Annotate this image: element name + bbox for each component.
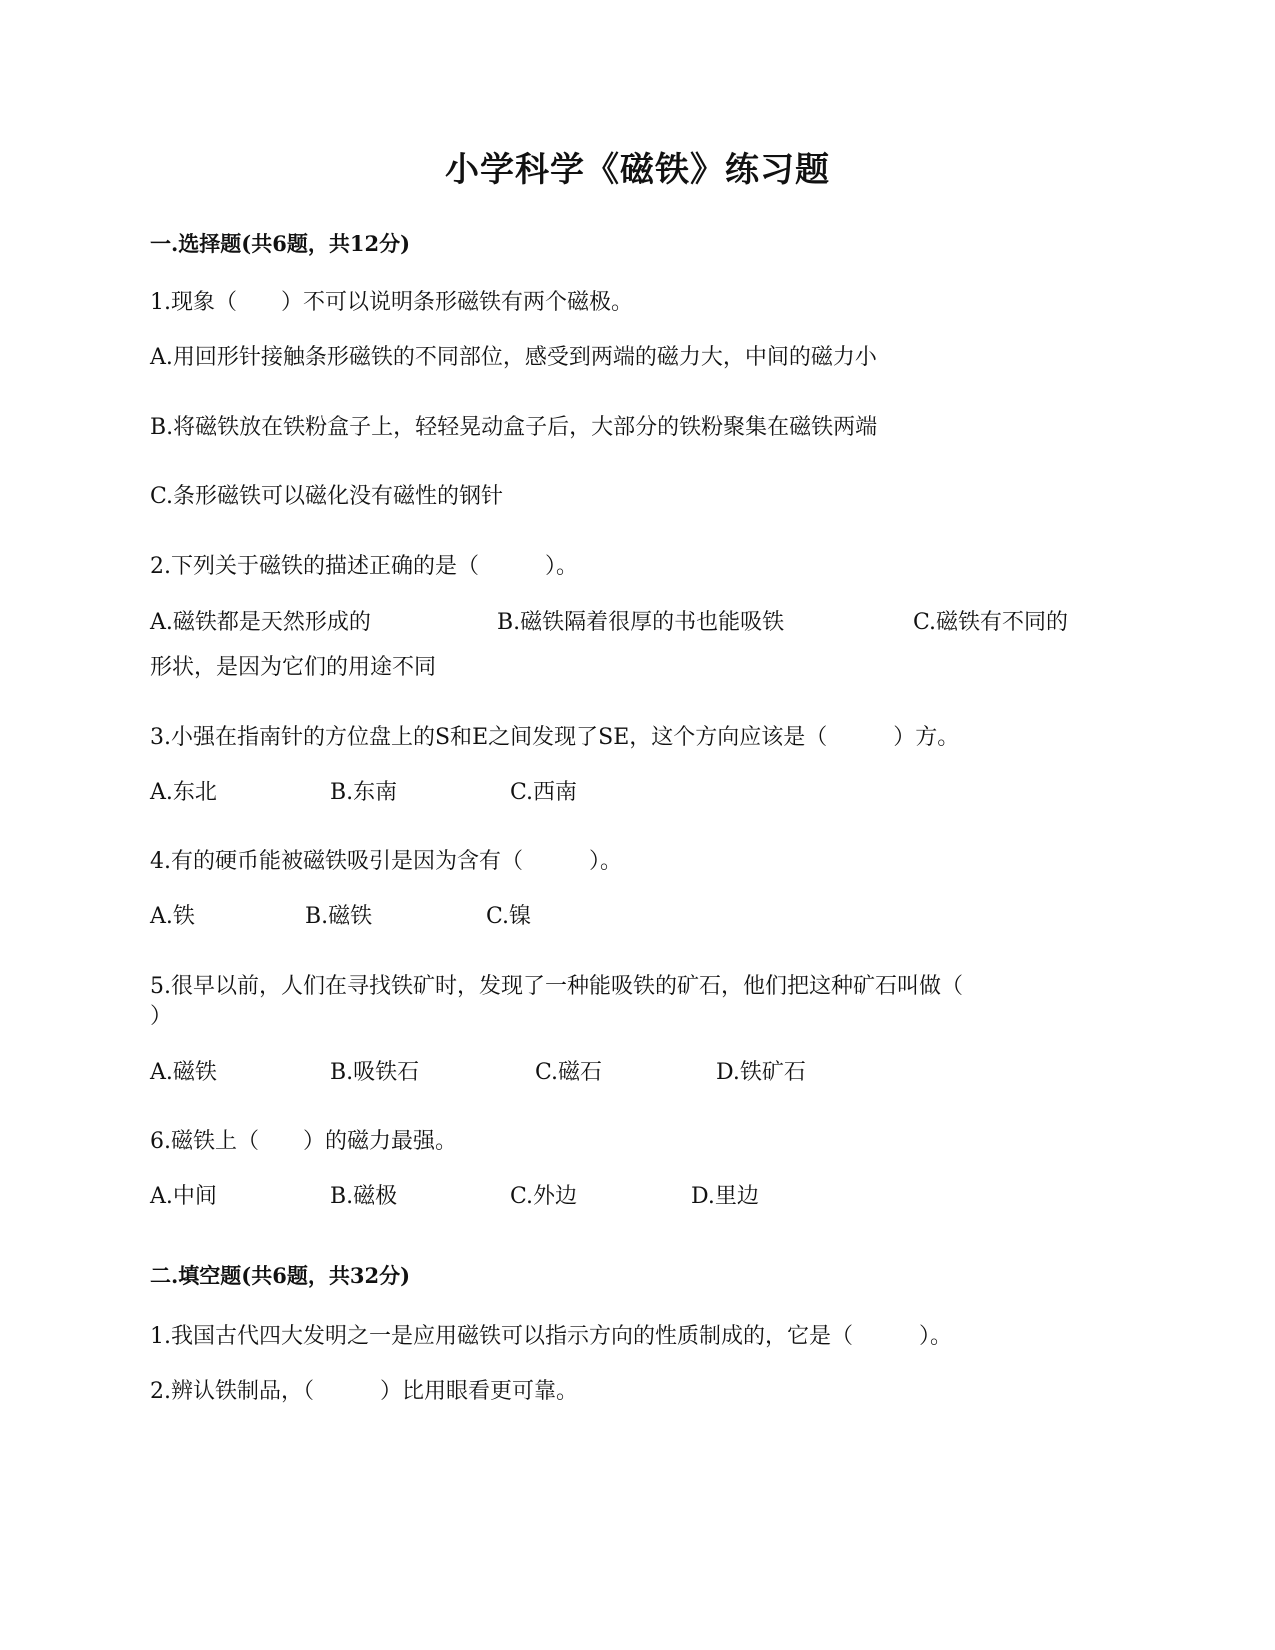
fill-question-2-stem: 2.辨认铁制品，（ ）比用眼看更可靠。: [150, 1379, 578, 1404]
question-6-option-b: B.磁极: [330, 1184, 398, 1209]
question-5-option-c: C.磁石: [535, 1060, 603, 1085]
section-heading-fill-blank: 二.填空题(共6题，共32分): [150, 1263, 411, 1288]
question-1-option-a: A.用回形针接触条形磁铁的不同部位，感受到两端的磁力大，中间的磁力小: [150, 345, 877, 370]
question-3-option-a: A.东北: [150, 780, 217, 805]
question-4-option-a: A.铁: [150, 904, 195, 929]
question-6-option-a: A.中间: [150, 1184, 217, 1209]
fill-question-1-stem: 1.我国古代四大发明之一是应用磁铁可以指示方向的性质制成的，它是（ ）。: [150, 1324, 952, 1349]
question-2-stem: 2.下列关于磁铁的描述正确的是（ ）。: [150, 554, 578, 579]
question-4-option-c: C.镍: [486, 904, 532, 929]
question-1-option-b: B.将磁铁放在铁粉盒子上，轻轻晃动盒子后，大部分的铁粉聚集在磁铁两端: [150, 415, 878, 440]
page-title: 小学科学《磁铁》练习题: [445, 150, 830, 190]
question-2-option-c-continuation: 形状，是因为它们的用途不同: [150, 655, 437, 680]
question-6-option-d: D.里边: [691, 1184, 759, 1209]
section-heading-choice: 一.选择题(共6题，共12分): [150, 231, 411, 256]
question-5-stem: 5.很早以前，人们在寻找铁矿时，发现了一种能吸铁的矿石，他们把这种矿石叫做（: [150, 974, 963, 999]
question-5-option-a: A.磁铁: [150, 1060, 217, 1085]
question-5-option-d: D.铁矿石: [716, 1060, 806, 1085]
question-2-option-a: A.磁铁都是天然形成的: [150, 610, 371, 635]
question-5-option-b: B.吸铁石: [330, 1060, 420, 1085]
question-3-stem: 3.小强在指南针的方位盘上的S和E之间发现了SE，这个方向应该是（ ）方。: [150, 725, 960, 750]
question-3-option-b: B.东南: [330, 780, 398, 805]
question-1-stem: 1.现象（ ）不可以说明条形磁铁有两个磁极。: [150, 290, 633, 315]
question-4-stem: 4.有的硬币能被磁铁吸引是因为含有（ ）。: [150, 849, 622, 874]
question-4-option-b: B.磁铁: [305, 904, 373, 929]
question-5-stem-continuation: ）: [150, 1004, 173, 1029]
question-2-option-b: B.磁铁隔着很厚的书也能吸铁: [497, 610, 785, 635]
question-1-option-c: C.条形磁铁可以磁化没有磁性的钢针: [150, 484, 504, 509]
question-6-stem: 6.磁铁上（ ）的磁力最强。: [150, 1129, 457, 1154]
question-2-option-c: C.磁铁有不同的: [913, 610, 1069, 635]
question-3-option-c: C.西南: [510, 780, 578, 805]
question-6-option-c: C.外边: [510, 1184, 578, 1209]
